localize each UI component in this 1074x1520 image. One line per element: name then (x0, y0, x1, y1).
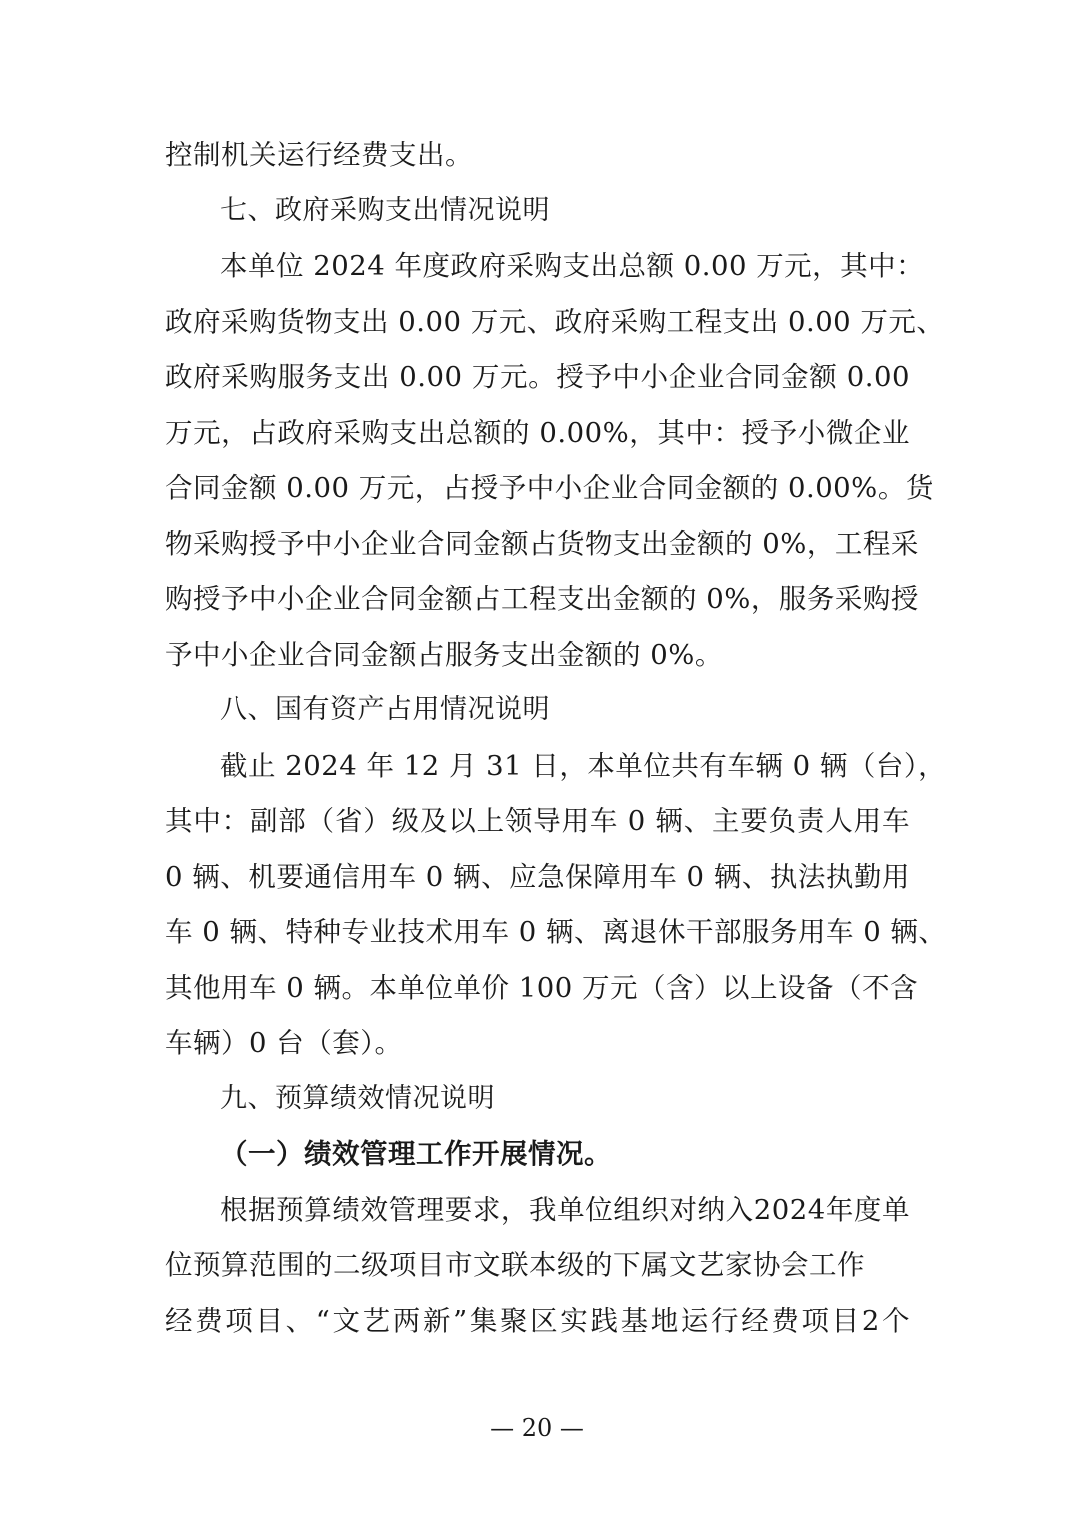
subsection-heading: （一）绩效管理工作开展情况。 (220, 1138, 612, 1170)
paragraph-line: 0 辆、机要通信用车 0 辆、应急保障用车 0 辆、执法执勤用 (165, 860, 910, 893)
paragraph-line: 位预算范围的二级项目市文联本级的下属文艺家协会工作 (165, 1249, 865, 1281)
paragraph-line: 购授予中小企业合同金额占工程支出金额的 0%，服务采购授 (165, 583, 919, 615)
paragraph-line: 车 0 辆、特种专业技术用车 0 辆、离退休干部服务用车 0 辆、 (165, 916, 947, 948)
paragraph-line: 合同金额 0.00 万元，占授予中小企业合同金额的 0.00%。货 (165, 472, 934, 504)
paragraph-line: 政府采购货物支出 0.00 万元、政府采购工程支出 0.00 万元、 (165, 305, 945, 338)
paragraph-line: 控制机关运行经费支出。 (165, 139, 473, 171)
paragraph-line: 根据预算绩效管理要求，我单位组织对纳入2024年度单 (220, 1193, 910, 1226)
section-heading: 九、预算绩效情况说明 (220, 1082, 495, 1114)
paragraph-line: 经费项目、“文艺两新”集聚区实践基地运行经费项目2个 (165, 1304, 910, 1337)
section-heading: 八、国有资产占用情况说明 (220, 694, 550, 725)
paragraph-line: 政府采购服务支出 0.00 万元。授予中小企业合同金额 0.00 (165, 361, 910, 393)
paragraph-line: 截止 2024 年 12 月 31 日，本单位共有车辆 0 辆（台）， (220, 749, 947, 782)
paragraph-line: 车辆）0 台（套）。 (165, 1027, 403, 1059)
page-number: — 20 — (490, 1414, 584, 1442)
paragraph-line: 予中小企业合同金额占服务支出金额的 0%。 (165, 638, 723, 671)
paragraph-line: 其中：副部（省）级及以上领导用车 0 辆、主要负责人用车 (165, 805, 910, 837)
paragraph-line: 本单位 2024 年度政府采购支出总额 0.00 万元，其中： (220, 250, 925, 282)
section-heading: 七、政府采购支出情况说明 (220, 194, 550, 226)
paragraph-line: 物采购授予中小企业合同金额占货物支出金额的 0%，工程采 (165, 527, 919, 560)
paragraph-line: 万元，占政府采购支出总额的 0.00%，其中：授予小微企业 (165, 416, 910, 449)
paragraph-line: 其他用车 0 辆。本单位单价 100 万元（含）以上设备（不含 (165, 971, 918, 1004)
